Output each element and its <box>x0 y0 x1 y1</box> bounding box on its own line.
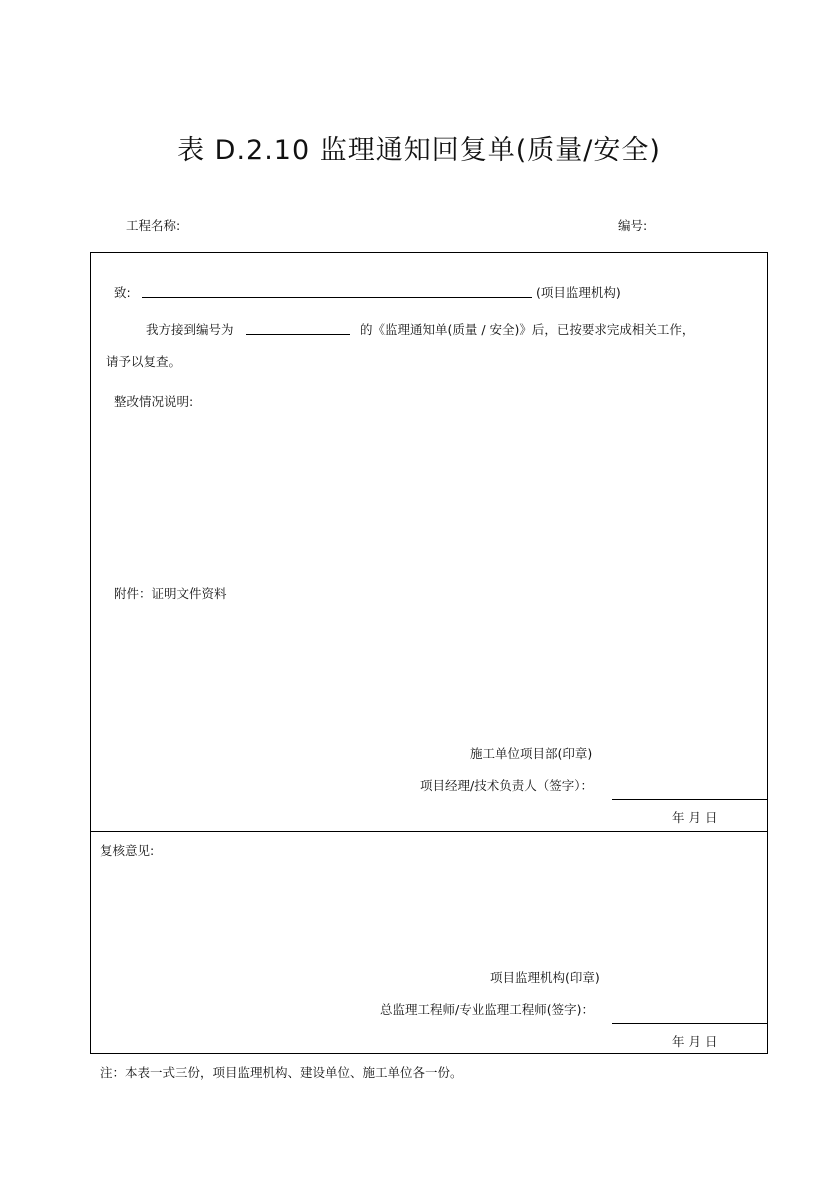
supervision-signer-label: 总监理工程师/专业监理工程师(签字)： <box>380 1002 594 1017</box>
supervision-seal-label: 项目监理机构(印章) <box>490 970 600 985</box>
contractor-seal-label: 施工单位项目部(印章) <box>470 746 593 761</box>
attachment-label: 附件：证明文件资料 <box>114 586 227 601</box>
rectify-label: 整改情况说明: <box>114 394 194 409</box>
supervision-signature-line[interactable] <box>612 1023 768 1024</box>
number-label: 编号: <box>618 218 648 233</box>
body-prefix: 我方接到编号为 <box>146 322 234 337</box>
contractor-date-label: 年 月 日 <box>672 810 718 825</box>
contractor-signer-label: 项目经理/技术负责人（签字）： <box>420 778 593 793</box>
supervision-date-label: 年 月 日 <box>672 1034 718 1049</box>
to-label: 致: <box>114 285 131 300</box>
project-name-label: 工程名称: <box>126 218 181 233</box>
body-line2: 请予以复查。 <box>106 354 182 369</box>
to-suffix: (项目监理机构) <box>536 285 621 300</box>
section-divider <box>90 831 768 832</box>
to-underline[interactable] <box>142 297 532 298</box>
page-title: 表 D.2.10 监理通知回复单(质量/安全) <box>177 135 661 166</box>
footnote: 注：本表一式三份，项目监理机构、建设单位、施工单位各一份。 <box>100 1065 463 1080</box>
contractor-signature-line[interactable] <box>612 799 768 800</box>
form-table <box>90 252 768 1054</box>
body-middle: 的《监理通知单(质量 / 安全)》后，已按要求完成相关工作， <box>360 322 695 337</box>
review-label: 复核意见: <box>100 843 155 858</box>
notice-number-underline[interactable] <box>246 334 350 335</box>
